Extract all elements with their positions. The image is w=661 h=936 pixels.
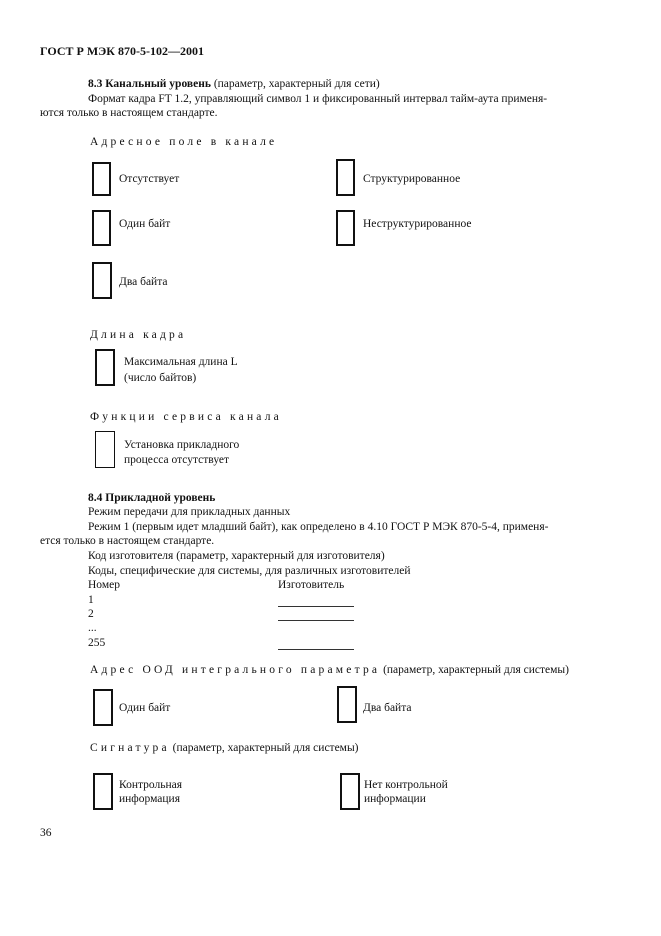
section-number: 8.3 [88, 78, 103, 90]
section-note: (параметр, характерный для сети) [213, 78, 380, 90]
checkbox-address-two-bytes[interactable] [92, 262, 112, 299]
checkbox-no-checksum[interactable] [340, 773, 360, 810]
checkbox-asdu-one-byte[interactable] [93, 689, 113, 726]
checkbox-checksum[interactable] [93, 773, 113, 810]
option-label: Один байт [119, 702, 171, 714]
column-header-number: Номер [88, 579, 120, 591]
signature-title: Сигнатура [90, 742, 170, 754]
section-8-3-heading [88, 78, 380, 90]
link-service-heading: Функции сервиса канала [90, 411, 282, 423]
option-label: информация [119, 793, 180, 805]
checkbox-frame-length[interactable] [95, 349, 115, 386]
page-number: 36 [40, 827, 52, 839]
paragraph-line: Режим 1 (первым идет младший байт), как определено в 4.10 ГОСТ Р МЭК 870-5-4, применя- [88, 521, 549, 533]
option-label: процесса отсутствует [124, 454, 230, 466]
table-row-number: 2 [88, 608, 94, 620]
signature-note: (параметр, характерный для системы) [172, 742, 359, 754]
blank-line [278, 606, 354, 607]
checkbox-address-absent[interactable] [92, 162, 111, 196]
signature-heading [90, 742, 359, 754]
option-label: Два байта [119, 276, 168, 288]
option-label: Один байт [119, 218, 171, 230]
paragraph-line: Режим передачи для прикладных данных [88, 506, 291, 518]
option-label: Максимальная длина L [124, 356, 238, 368]
option-label: Два байта [363, 702, 412, 714]
asdu-address-heading [90, 664, 569, 676]
option-label: Установка прикладного [124, 439, 240, 451]
section-8-4-heading [88, 492, 215, 504]
checkbox-asdu-two-bytes[interactable] [337, 686, 357, 723]
section-title: Прикладной уровень [105, 492, 216, 504]
table-row-number: ... [88, 622, 97, 634]
option-label: (число байтов) [124, 372, 197, 384]
paragraph-line: Код изготовителя (параметр, характерный для изготовителя) [88, 550, 385, 562]
option-label: Неструктурированное [363, 218, 472, 230]
option-label: информации [364, 793, 426, 805]
option-label: Нет контрольной [364, 779, 448, 791]
asdu-address-title: Адрес ООД интегрального параметра [90, 664, 381, 676]
table-row-number: 1 [88, 594, 94, 606]
asdu-address-note: (параметр, характерный для системы) [383, 664, 569, 676]
section-title: Канальный уровень [105, 78, 211, 90]
paragraph-line: Формат кадра FT 1.2, управляющий символ 1 и фиксированный интервал тайм-аута применя- [88, 93, 548, 105]
option-label: Отсутствует [119, 173, 180, 185]
paragraph-line: ется только в настоящем стандарте. [40, 535, 215, 547]
checkbox-link-service[interactable] [95, 431, 115, 468]
option-label: Контрольная [119, 779, 183, 791]
frame-length-heading: Длина кадра [90, 329, 187, 341]
section-number: 8.4 [88, 492, 103, 504]
document-code: ГОСТ Р МЭК 870-5-102—2001 [40, 44, 204, 58]
paragraph-line: Коды, специфические для системы, для различных изготовителей [88, 565, 411, 577]
table-row-number: 255 [88, 637, 106, 649]
column-header-manufacturer: Изготовитель [278, 579, 345, 591]
checkbox-address-unstructured[interactable] [336, 210, 355, 246]
option-label: Структурированное [363, 173, 461, 185]
checkbox-address-one-byte[interactable] [92, 210, 111, 246]
blank-line [278, 620, 354, 621]
checkbox-address-structured[interactable] [336, 159, 355, 196]
blank-line [278, 649, 354, 650]
address-field-heading: Адресное поле в канале [90, 136, 278, 148]
paragraph-line: ются только в настоящем стандарте. [40, 107, 218, 119]
